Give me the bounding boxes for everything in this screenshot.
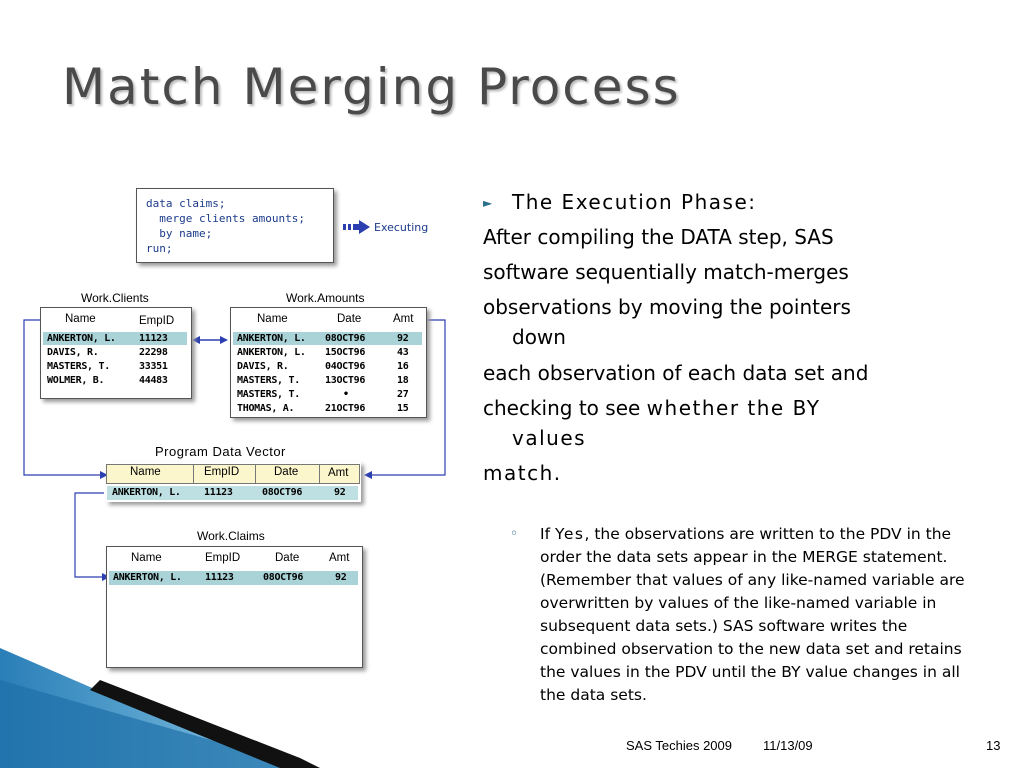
table-row: 43 bbox=[397, 347, 409, 358]
table-row: 13OCT96 bbox=[325, 375, 366, 386]
table-row: 44483 bbox=[139, 375, 168, 386]
footer-page-number: 13 bbox=[986, 738, 1001, 753]
executing-arrow-icon bbox=[343, 220, 373, 234]
clients-table bbox=[40, 307, 192, 399]
slide-title: Match Merging Process bbox=[62, 58, 681, 116]
column-header: Amt bbox=[328, 467, 349, 479]
match-word: match bbox=[483, 461, 554, 485]
table-row: 21OCT96 bbox=[325, 403, 366, 414]
table-row: ANKERTON, L. bbox=[47, 333, 116, 344]
amounts-table bbox=[230, 307, 427, 418]
body-line: software sequentially match-merges bbox=[483, 260, 849, 284]
amounts-table-title: Work.Amounts bbox=[286, 291, 365, 305]
table-row: 11123 bbox=[139, 333, 168, 344]
column-header: Amt bbox=[393, 313, 414, 325]
body-line: down bbox=[512, 325, 566, 349]
bullet-arrow-icon: ► bbox=[483, 196, 493, 210]
bullet-heading: The Execution Phase: bbox=[512, 190, 757, 214]
column-header: Name bbox=[130, 466, 161, 478]
table-row: 15 bbox=[397, 403, 409, 414]
table-row: ANKERTON, L. bbox=[237, 333, 306, 344]
table-row: 92 bbox=[334, 487, 346, 498]
code-line: data claims; bbox=[146, 197, 226, 210]
table-row: ANKERTON, L. bbox=[112, 487, 181, 498]
table-row: 18 bbox=[397, 375, 409, 386]
table-row: 92 bbox=[335, 572, 347, 583]
table-row: MASTERS, T. bbox=[237, 389, 300, 400]
executing-label: Executing bbox=[374, 221, 429, 234]
table-row: MASTERS, T. bbox=[237, 375, 300, 386]
match-line bbox=[483, 456, 560, 491]
table-row: 11123 bbox=[205, 572, 234, 583]
column-header: Name bbox=[257, 313, 288, 325]
table-row: 92 bbox=[397, 333, 409, 344]
code-box bbox=[136, 188, 334, 263]
footer-source: SAS Techies 2009 bbox=[626, 738, 732, 753]
column-header: EmpID bbox=[139, 315, 175, 327]
code-line: merge clients amounts; bbox=[146, 212, 305, 225]
table-row: 27 bbox=[397, 389, 409, 400]
column-header: Name bbox=[131, 552, 162, 564]
checking-text: checking to see bbox=[483, 396, 647, 420]
table-row: DAVIS, R. bbox=[237, 361, 289, 372]
column-header: EmpID bbox=[205, 552, 241, 564]
table-row: 08OCT96 bbox=[263, 572, 304, 583]
values-word: values bbox=[512, 426, 587, 450]
code-line: run; bbox=[146, 242, 173, 255]
body-line: After compiling the DATA step, SAS bbox=[483, 225, 834, 249]
pdv-title: Program Data Vector bbox=[155, 444, 286, 459]
column-header: Name bbox=[65, 313, 96, 325]
body-line: each observation of each data set and bbox=[483, 361, 869, 385]
table-row: 08OCT96 bbox=[325, 333, 366, 344]
table-row: 33351 bbox=[139, 361, 168, 372]
table-row: 22298 bbox=[139, 347, 168, 358]
table-row: DAVIS, R. bbox=[47, 347, 99, 358]
sub-body: , the observations are written to the PDV in the order the data sets appear in the MERGE statement. (Remember that values of any like-named variable are overwritten by values of the like-named variable in subsequent data sets.) SAS software writes the combined observation to the new data set and retains the values in the PDV until the BY value changes in all the data sets. bbox=[540, 525, 965, 704]
table-row: 16 bbox=[397, 361, 409, 372]
table-row: THOMAS, A. bbox=[237, 403, 295, 414]
table-row: 11123 bbox=[204, 487, 233, 498]
footer-date: 11/13/09 bbox=[763, 738, 813, 753]
checking-emphasis: whether the BY bbox=[646, 396, 821, 420]
body-line: observations by moving the pointers bbox=[483, 295, 851, 319]
claims-table-title: Work.Claims bbox=[197, 529, 265, 543]
table-row: MASTERS, T. bbox=[47, 361, 110, 372]
column-header: Date bbox=[337, 313, 362, 325]
table-row: WOLMER, B. bbox=[47, 375, 105, 386]
match-period: . bbox=[553, 461, 561, 485]
table-row: • bbox=[343, 389, 349, 400]
table-row: ANKERTON, L. bbox=[237, 347, 306, 358]
sub-yes: Yes bbox=[554, 525, 585, 543]
table-row: ANKERTON, L. bbox=[113, 572, 182, 583]
column-header: Date bbox=[275, 552, 300, 564]
column-header: EmpID bbox=[204, 466, 240, 478]
decorative-swoosh bbox=[0, 640, 320, 768]
sub-bullet-icon: ◦ bbox=[510, 526, 519, 542]
clients-table-title: Work.Clients bbox=[81, 291, 149, 305]
pdv-table bbox=[106, 462, 361, 502]
table-row: 08OCT96 bbox=[262, 487, 303, 498]
table-row: 04OCT96 bbox=[325, 361, 366, 372]
column-header: Date bbox=[274, 466, 299, 478]
column-header: Amt bbox=[329, 552, 350, 564]
table-row: 15OCT96 bbox=[325, 347, 366, 358]
code-line: by name; bbox=[146, 227, 213, 240]
sub-bullet-text bbox=[540, 523, 980, 707]
sub-if: If bbox=[540, 525, 555, 543]
